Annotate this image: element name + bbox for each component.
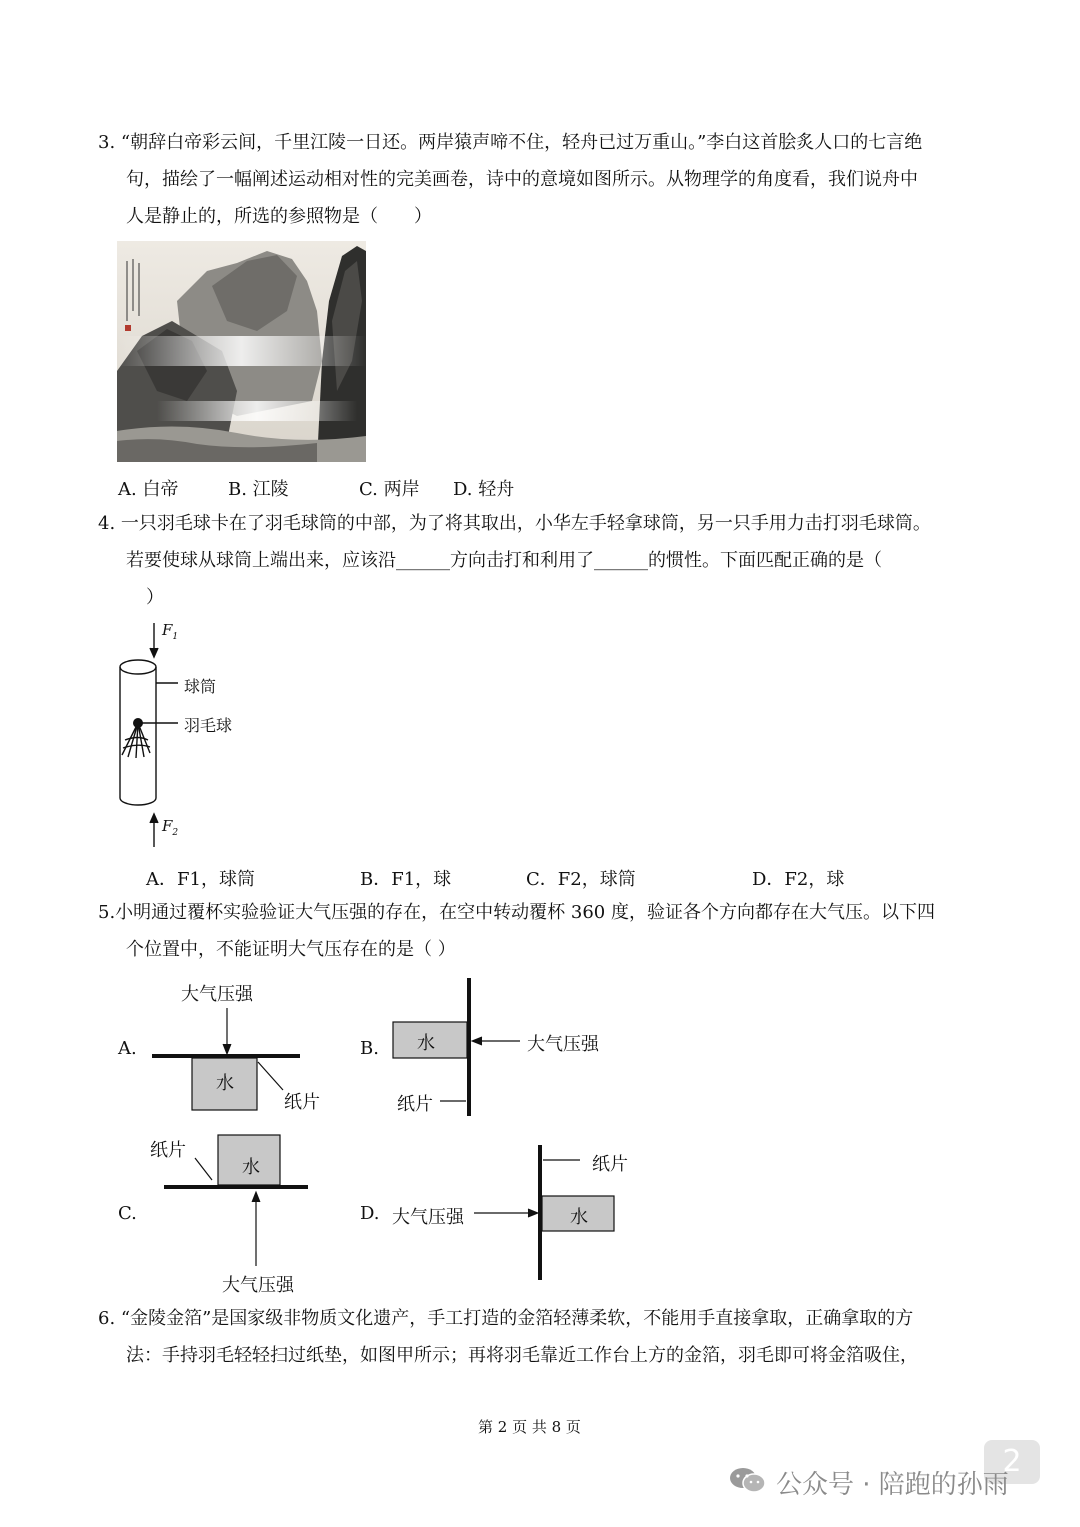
q4-line-3: ） <box>146 587 164 608</box>
q3-line-1: 3. “朝辞白帝彩云间，千里江陵一日还。两岸猿声啼不住，轻舟已过万重山。”李白这首脍炙人口的七言绝 <box>98 132 923 153</box>
wechat-icon <box>728 1466 768 1494</box>
q5-line-1: 5.小明通过覆杯实验验证大气压强的存在，在空中转动覆杯 360 度，验证各个方向都存在大气压。以下四 <box>98 902 935 923</box>
q3-option-d: D. 轻舟 <box>453 479 515 500</box>
q4-option-a: A．F1，球筒 <box>146 869 255 890</box>
diagram-a-paper-label: 纸片 <box>284 1092 320 1113</box>
q5-line-2: 个位置中，不能证明大气压存在的是（ ） <box>126 939 456 960</box>
q3-option-b: B. 江陵 <box>228 479 289 500</box>
q3-line-3: 人是静止的，所选的参照物是（ ） <box>126 206 432 227</box>
diagram-d-paper-label: 纸片 <box>592 1154 628 1175</box>
q3-line-2: 句，描绘了一幅阐述运动相对性的完美画卷，诗中的意境如图所示。从物理学的角度看，我们说舟中 <box>126 169 918 190</box>
page-number: 第 2 页 共 8 页 <box>478 1418 581 1436</box>
q4-option-b: B．F1，球 <box>360 869 452 890</box>
q3-option-c: C. 两岸 <box>359 479 420 500</box>
watermark-text: 公众号 · 陪跑的孙雨 <box>776 1470 1009 1500</box>
f2-label: $F_2$ <box>162 817 179 838</box>
q4-line-1: 4. 一只羽毛球卡在了羽毛球筒的中部，为了将其取出，小华左手轻拿球筒，另一只手用力击打羽毛球筒。 <box>98 513 931 534</box>
f1-label: $F_1$ <box>162 621 179 642</box>
diagram-c-letter: C. <box>118 1203 137 1224</box>
diagram-d-water-label: 水 <box>570 1207 588 1228</box>
diagram-a-letter: A. <box>118 1038 137 1059</box>
q4-option-d: D．F2，球 <box>752 869 845 890</box>
diagram-b-letter: B. <box>360 1038 379 1059</box>
q3-option-a: A. 白帝 <box>118 479 179 500</box>
diagram-a-water-label: 水 <box>216 1073 234 1094</box>
tube-label: 球筒 <box>184 677 217 696</box>
shuttlecock-label: 羽毛球 <box>184 716 233 735</box>
q4-line-2: 若要使球从球筒上端出来，应该沿______方向击打和利用了______的惯性。下面匹配正确的是（ <box>126 550 882 571</box>
diagram-b-paper-label: 纸片 <box>397 1094 433 1115</box>
q6-line-2: 法：手持羽毛轻轻扫过纸垫，如图甲所示；再将羽毛靠近工作台上方的金箔，羽毛即可将金箔吸住， <box>126 1345 918 1366</box>
page-badge: 2 <box>984 1440 1040 1484</box>
diagram-c-water-label: 水 <box>242 1157 260 1178</box>
q6-line-1: 6. “金陵金箔”是国家级非物质文化遗产，手工打造的金箔轻薄柔软，不能用手直接拿取，正确拿取的方 <box>98 1308 914 1329</box>
diagram-c-paper-label: 纸片 <box>150 1140 186 1161</box>
diagram-c-pressure-label: 大气压强 <box>222 1275 294 1296</box>
diagram-a-pressure-label: 大气压强 <box>181 984 253 1005</box>
q4-option-c: C．F2，球筒 <box>526 869 636 890</box>
diagram-d-pressure-label: 大气压强 <box>392 1207 464 1228</box>
diagram-b-water-label: 水 <box>417 1033 435 1054</box>
diagram-b-pressure-label: 大气压强 <box>527 1034 599 1055</box>
diagram-d-letter: D. <box>360 1203 380 1224</box>
